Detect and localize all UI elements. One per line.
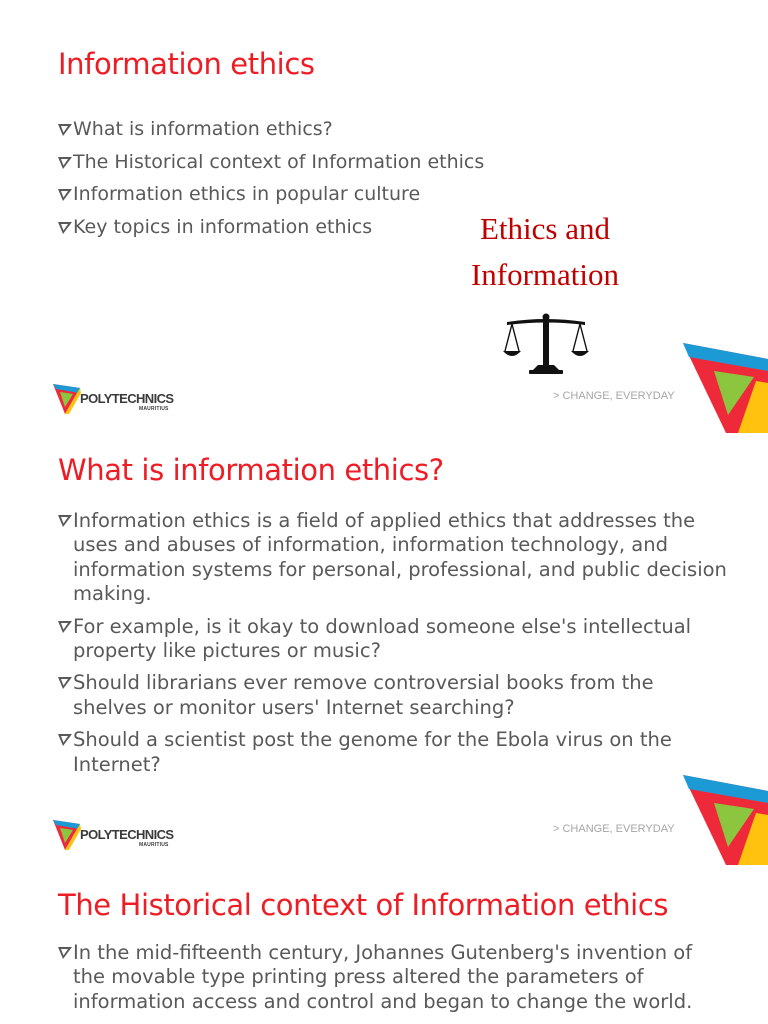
scales-of-justice-icon bbox=[503, 313, 589, 375]
triangle-bullet-icon bbox=[57, 946, 73, 960]
bullet-item bbox=[57, 728, 727, 777]
bullet-item bbox=[57, 671, 727, 720]
ethics-and-information-graphic bbox=[450, 206, 640, 298]
triangle-bullet-icon bbox=[57, 514, 73, 528]
triangle-bullet-icon bbox=[57, 620, 73, 634]
slide-information-ethics bbox=[0, 0, 768, 433]
bullet-item bbox=[57, 216, 484, 239]
triangle-bullet-icon bbox=[57, 676, 73, 690]
bullet-text: In the mid-fifteenth century, Johannes Gutenberg's invention of the movable type printing press altered the parameters of information access and control and began to change the world. bbox=[73, 941, 693, 1013]
triangle-bullet-icon bbox=[57, 123, 73, 137]
bullet-text: What is information ethics? bbox=[73, 118, 333, 140]
bullet-list bbox=[57, 941, 727, 1022]
tagline: > CHANGE, EVERYDAY bbox=[553, 390, 675, 402]
bullet-text: The Historical context of Information ethics bbox=[73, 150, 485, 173]
bullet-item bbox=[57, 183, 484, 206]
bullet-text: Key topics in information ethics bbox=[73, 215, 373, 238]
bullet-text: Information ethics in popular culture bbox=[73, 183, 421, 205]
slide-title: Information ethics bbox=[58, 47, 315, 81]
polytechnics-corner-mark-icon bbox=[680, 773, 768, 865]
polytechnics-logo bbox=[52, 380, 182, 416]
slide-historical-context bbox=[0, 866, 768, 1024]
triangle-bullet-icon bbox=[57, 733, 73, 747]
bullet-item bbox=[57, 615, 727, 664]
graphic-line-2: Information bbox=[470, 257, 620, 292]
polytechnics-logo-mark-icon bbox=[52, 380, 82, 416]
slide-title: What is information ethics? bbox=[58, 453, 444, 487]
graphic-line-1: Ethics and bbox=[480, 211, 610, 246]
bullet-list bbox=[57, 509, 727, 785]
polytechnics-logo bbox=[52, 816, 182, 852]
bullet-text: Information ethics is a field of applied ethics that addresses the uses and abuses of information, information technology, and information systems for personal, professional, and public decision making. bbox=[73, 509, 727, 606]
bullet-text: Should librarians ever remove controversial books from the shelves or monitor users' Internet searching? bbox=[73, 671, 654, 719]
slide-title: The Historical context of Information ethics bbox=[58, 888, 669, 922]
logo-text: POLYTECHNICS bbox=[80, 827, 174, 842]
bullet-text: Should a scientist post the genome for the Ebola virus on the Internet? bbox=[73, 728, 672, 776]
logo-subtext: MAURITIUS bbox=[139, 406, 169, 412]
bullet-item bbox=[57, 509, 727, 607]
slide-what-is-information-ethics bbox=[0, 433, 768, 866]
polytechnics-corner-mark-icon bbox=[680, 341, 768, 433]
polytechnics-logo-mark-icon bbox=[52, 816, 82, 852]
bullet-item bbox=[57, 941, 727, 1014]
logo-subtext: MAURITIUS bbox=[139, 842, 169, 848]
logo-text: POLYTECHNICS bbox=[80, 391, 174, 406]
triangle-bullet-icon bbox=[57, 156, 73, 170]
bullet-text: For example, is it okay to download someone else's intellectual property like pictures or music? bbox=[73, 614, 692, 663]
triangle-bullet-icon bbox=[57, 221, 73, 235]
bullet-item bbox=[57, 118, 484, 141]
triangle-bullet-icon bbox=[57, 188, 73, 202]
tagline: > CHANGE, EVERYDAY bbox=[553, 823, 675, 835]
bullet-list bbox=[57, 118, 484, 248]
bullet-item bbox=[57, 151, 484, 174]
